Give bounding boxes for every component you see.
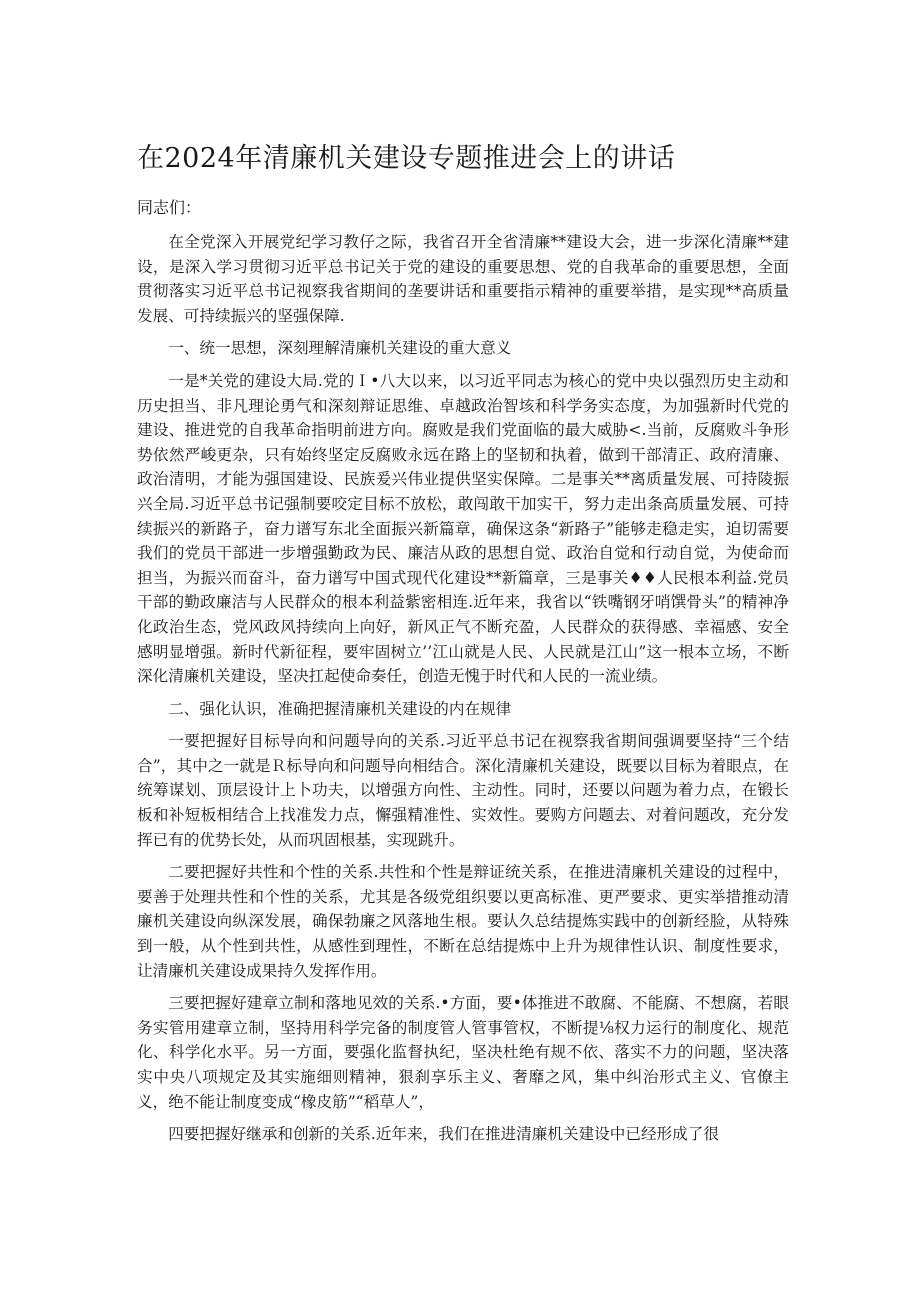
- salutation: 同志们：: [137, 198, 202, 217]
- section-heading-2: 二、强化认识，准确把握清廉机关建设的内在规律: [168, 699, 512, 718]
- section-heading-1: 一、统一思想，深刻理解清廉机关建设的重大意义: [168, 339, 512, 358]
- document-body: [137, 230, 789, 1155]
- section-2-paragraph-2: 二要把握好共性和个性的关系.共性和个性是辩证统关系，在推进清廉机关建设的过程中，要善于处理共性和个性的关系，尤其是各级党组织要以更高标准、更严要求、更实举措推动清廉机关建设向纵深发展，确保勃廉之风落地生根。要认久总结提炼实践中的创新经脸，从特殊到一般，从个性到共性，从感性到理性，不断在总结提炼中上升为规律性认识、制度性要求，让清廉机关建设成果持久发挥作用。: [137, 863, 789, 980]
- section-2-paragraph-1: 一要把握好目标导向和问题导向的关系.习近平总书记在视察我省期间强调要坚持“三个结合”，其中之一就是Ｒ标导向和问题导向相结合。深化清廉机关建设，既要以目标为着眼点，在统筹谋划、顶层设计上卜功夫，以增强方向性、主动性。同时，还要以问题为着力点，在锻长板和补短板相结合上找准发力点，懈强精准性、实效性。要购方问题去、对着问题改，充分发挥已有的优势长处，从而巩固根基，实现跳升。: [137, 732, 789, 849]
- section-2-paragraph-3: 三要把握好建章立制和落地见效的关系.•方面，要•体推进不敢腐、不能腐、不想腐，若眼务实管用建章立制，坚持用科学完备的制度管人管事管权，不断提⅛权力运行的制度化、规范化、科学化水平。另一方面，要强化监督执纪，坚决杜绝有规不依、落实不力的问题，坚决落实中央八项规定及其实施细则精神，狠刹享乐主义、奢靡之风，集中纠治形式主义、官僚主义，绝不能让制度变成“橡皮筋”“稻草人”，: [137, 994, 789, 1111]
- document-title: 在2024年清廉机关建设专题推进会上的讲话: [137, 143, 676, 174]
- section-1-paragraph: 一是*关党的建设大局.党的Ｉ•八大以来，以习近平同志为核心的党中央以强烈历史主动和历史担当、非凡理论勇气和深刻辩证思维、卓越政治智垓和科学务实态度，为加强新时代党的建设、推进党的自我革命指明前进方向。腐败是我们党面临的最大威胁<.当前，反腐败斗争形势依然严峻更杂，只有始终坚定反腐败永远在路上的坚韧和执着，做到干部清正、政府清廉、政治清明，才能为强国建设、民族爰兴伟业提供坚实保障。二是事关**离质量发展、可持陵振兴全局.习近平总书记强制要咬定目标不放松，敢闯敢干加实干，努力走出条高质量发展、可持续振兴的新路子，奋力谱写东北全面振兴新篇章，确保这条“新路子”能够走稳走实，迫切需要我们的党员干部进一步增强勤政为民、廉洁从政的思想自觉、政治自觉和行动自觉，为使命而担当，为振兴而奋斗，奋力谱写中国式现代化建设**新篇章，三是事关♦♦人民根本利益.党员干部的勤政廉洁与人民群众的根本利益紫密相连.近年来，我省以“铁嘴钢牙哨馔骨头”的精神净化政治生态，党风政风持续向上向好，新风正气不断充盈，人民群众的获得感、幸福感、安全感明显增强。新时代新征程，要牢固树立’’江山就是人民、人民就是江山”这一根本立场，不断深化清廉机关建设，坚决扛起使命奏任，创造无愧于时代和人民的一流业绩。: [137, 371, 789, 686]
- section-2-paragraph-4: 四要把握好继承和创新的关系.近年来，我们在推进清廉机关建设中已经形成了很: [168, 1125, 719, 1144]
- intro-paragraph: 在全党深入开展党纪学习教仔之际，我省召开全省清廉**建设大会，进一步深化清廉**建设，是深入学习贯彻习近平总书记关于党的建设的重要思想、党的自我革命的重要思想，全面贯彻落实习近平总书记视察我省期间的垄要讲话和重要指示精神的重要举措，是实现**高质量发展、可持续振兴的坚强保障.: [137, 233, 789, 325]
